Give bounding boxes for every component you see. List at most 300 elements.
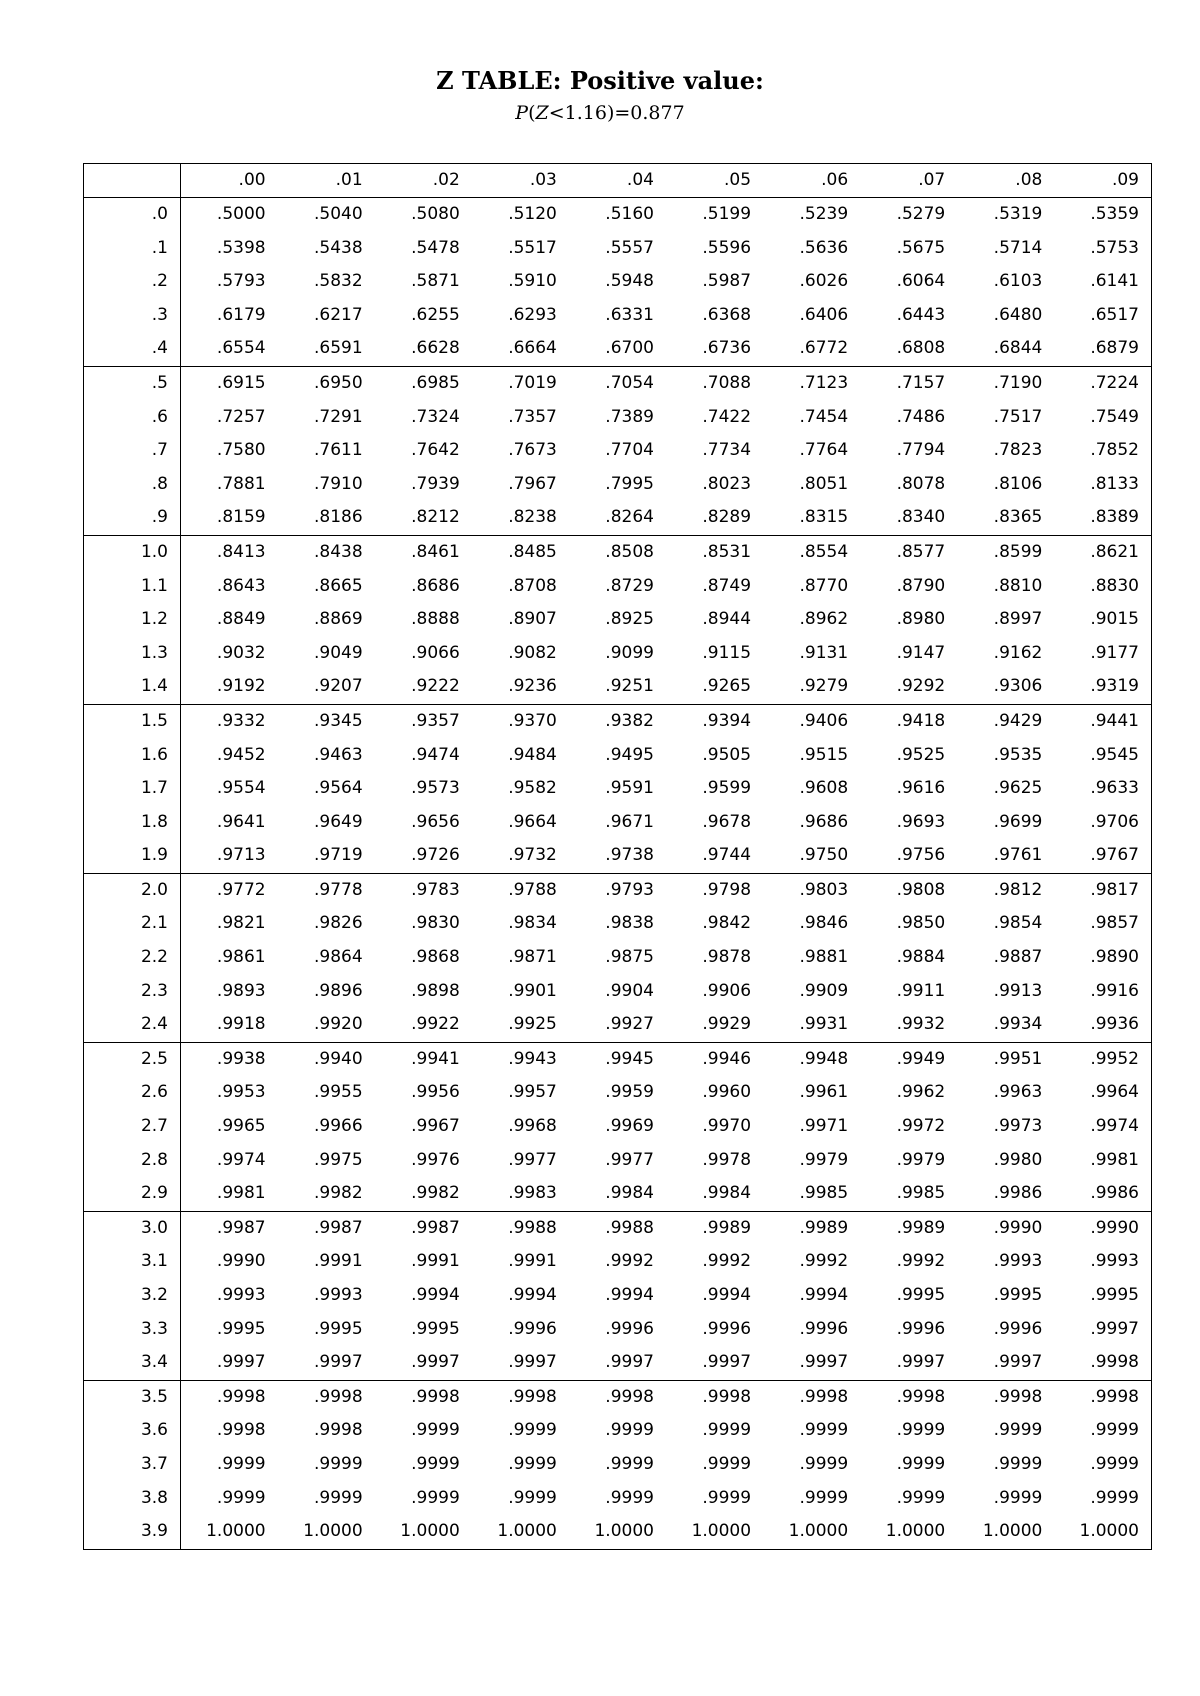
probability-cell: .9998 <box>314 1420 363 1441</box>
probability-cell: .9783 <box>411 879 460 900</box>
column-header: .05 <box>666 164 763 198</box>
page-title: Z TABLE: Positive value: <box>436 66 764 95</box>
probability-cell: .9898 <box>411 980 460 1001</box>
probability-cell: .7389 <box>605 406 654 427</box>
probability-cell: .6480 <box>993 304 1043 325</box>
probability-cell: .9834 <box>508 913 557 934</box>
probability-cell: .9788 <box>508 879 557 900</box>
column-header: .04 <box>569 164 666 198</box>
table-row <box>84 366 1152 400</box>
probability-cell: .9970 <box>702 1116 752 1137</box>
probability-cell: .9948 <box>799 1048 849 1069</box>
probability-cell: .8790 <box>896 575 946 596</box>
probability-cell: .9591 <box>605 778 654 799</box>
probability-cell: .8577 <box>896 541 946 562</box>
probability-cell: .9999 <box>411 1453 460 1474</box>
probability-cell: .9955 <box>314 1082 363 1103</box>
probability-cell: .6736 <box>666 332 763 366</box>
probability-cell: .9864 <box>314 947 363 968</box>
probability-cell: .5000 <box>216 204 266 224</box>
probability-cell: .5871 <box>411 271 460 292</box>
probability-cell: .9987 <box>216 1217 266 1238</box>
probability-cell: .5596 <box>702 237 752 258</box>
probability-cell: .8023 <box>702 473 752 494</box>
probability-cell: .9998 <box>605 1386 654 1407</box>
probability-cell: .9995 <box>993 1285 1043 1305</box>
probability-cell: .8599 <box>993 541 1043 562</box>
probability-cell: .9292 <box>860 670 957 704</box>
z-value-cell: .1 <box>84 232 181 266</box>
probability-cell: .9441 <box>1090 710 1139 731</box>
probability-cell: .9997 <box>666 1346 763 1380</box>
probability-cell: .8461 <box>411 541 460 562</box>
z-value-cell: 3.1 <box>84 1245 181 1279</box>
probability-cell: .7852 <box>1090 440 1139 461</box>
probability-cell: .8907 <box>508 609 557 630</box>
probability-cell: .6808 <box>860 332 957 366</box>
probability-cell: .9656 <box>411 811 460 832</box>
z-value-cell: 1.5 <box>84 704 181 738</box>
probability-cell: .5636 <box>799 237 849 258</box>
probability-cell: .8849 <box>216 609 266 630</box>
probability-cell: .6179 <box>216 304 266 325</box>
probability-cell: .9484 <box>508 744 557 765</box>
probability-cell: .7324 <box>411 406 460 427</box>
probability-cell: .9993 <box>216 1285 266 1305</box>
z-value-cell: 1.9 <box>84 839 181 873</box>
probability-cell: .9826 <box>314 913 363 934</box>
probability-cell: .9370 <box>508 710 557 731</box>
probability-cell: .9986 <box>1054 1177 1151 1211</box>
probability-cell: .8264 <box>569 501 666 535</box>
probability-cell: .8869 <box>314 609 363 630</box>
probability-cell: .9990 <box>216 1251 266 1272</box>
probability-cell: .9998 <box>896 1386 946 1407</box>
probability-cell: .9767 <box>1054 839 1151 873</box>
z-value-cell: 3.4 <box>84 1346 181 1380</box>
probability-cell: .9713 <box>181 839 278 873</box>
probability-cell: .8051 <box>799 473 849 494</box>
z-value-cell: 1.0 <box>84 535 181 569</box>
probability-cell: .6591 <box>278 332 375 366</box>
probability-cell: .6217 <box>314 304 363 325</box>
probability-cell: .9906 <box>702 980 752 1001</box>
probability-cell: .9927 <box>569 1008 666 1042</box>
probability-cell: .9049 <box>314 642 363 663</box>
corner-cell <box>84 164 181 198</box>
probability-cell: .5160 <box>605 204 654 224</box>
table-row <box>84 941 1152 975</box>
formula-result: =0.877 <box>614 102 685 124</box>
probability-cell: .7422 <box>702 406 752 427</box>
probability-cell: .9945 <box>605 1048 654 1069</box>
probability-cell: .9966 <box>314 1116 363 1137</box>
z-value-cell: 3.0 <box>84 1211 181 1245</box>
probability-cell: .9177 <box>1090 642 1139 663</box>
probability-cell: .9999 <box>702 1420 752 1441</box>
table-row <box>84 434 1152 468</box>
probability-cell: .5910 <box>508 271 557 292</box>
probability-cell: .9686 <box>799 811 849 832</box>
probability-cell: .9830 <box>411 913 460 934</box>
probability-cell: .9015 <box>1090 609 1139 630</box>
probability-cell: .8944 <box>702 609 752 630</box>
probability-cell: .9495 <box>605 744 654 765</box>
z-value-cell: 2.0 <box>84 873 181 907</box>
probability-cell: .6554 <box>181 332 278 366</box>
probability-cell: .9545 <box>1090 744 1139 765</box>
probability-cell: 1.0000 <box>400 1521 460 1542</box>
probability-cell: .9946 <box>702 1048 752 1069</box>
probability-cell: .5239 <box>799 204 849 224</box>
probability-cell: .9996 <box>993 1318 1043 1339</box>
probability-cell: .5557 <box>605 237 654 258</box>
probability-cell: 1.0000 <box>788 1521 849 1542</box>
probability-formula <box>0 100 1200 126</box>
probability-cell: .9756 <box>860 839 957 873</box>
probability-cell: .6103 <box>993 271 1043 292</box>
probability-cell: .9997 <box>569 1346 666 1380</box>
probability-cell: .8729 <box>605 575 654 596</box>
probability-cell: .8508 <box>605 541 654 562</box>
probability-cell: .9817 <box>1090 879 1139 900</box>
probability-cell: .9992 <box>799 1251 849 1272</box>
probability-cell: .9994 <box>702 1285 752 1305</box>
probability-cell: .9875 <box>605 947 654 968</box>
probability-cell: .9772 <box>216 879 266 900</box>
probability-cell: .9999 <box>605 1487 654 1508</box>
probability-cell: .8810 <box>993 575 1043 596</box>
probability-cell: .9738 <box>569 839 666 873</box>
probability-cell: .7123 <box>799 372 849 393</box>
probability-cell: .9989 <box>896 1217 946 1238</box>
probability-cell: .9988 <box>508 1217 557 1238</box>
probability-cell: .9929 <box>666 1008 763 1042</box>
probability-cell: .9999 <box>314 1487 363 1508</box>
table-row <box>84 501 1152 535</box>
probability-cell: .7190 <box>993 372 1043 393</box>
probability-cell: .9306 <box>957 670 1054 704</box>
table-row <box>84 1076 1152 1110</box>
z-value-cell: 3.3 <box>84 1313 181 1347</box>
probability-cell: .7794 <box>896 440 946 461</box>
probability-cell: .8749 <box>702 575 752 596</box>
probability-cell: .7764 <box>799 440 849 461</box>
probability-cell: .8925 <box>605 609 654 630</box>
probability-cell: .9995 <box>314 1318 363 1339</box>
probability-cell: .7257 <box>216 406 266 427</box>
probability-cell: .9922 <box>375 1008 472 1042</box>
probability-cell: .9956 <box>411 1082 460 1103</box>
probability-cell: .9394 <box>702 710 752 731</box>
probability-cell: .7967 <box>508 473 557 494</box>
probability-cell: .9554 <box>216 778 266 799</box>
probability-cell: .8413 <box>216 541 266 562</box>
probability-cell: .9999 <box>993 1487 1043 1508</box>
probability-cell: .7157 <box>896 372 946 393</box>
table-row <box>84 1482 1152 1516</box>
probability-cell: .9345 <box>314 710 363 731</box>
z-value-cell: 2.9 <box>84 1177 181 1211</box>
probability-cell: .7823 <box>993 440 1043 461</box>
probability-cell: .9998 <box>508 1386 557 1407</box>
probability-cell: .8365 <box>957 501 1054 535</box>
header-row <box>84 164 1152 198</box>
probability-cell: .9957 <box>508 1082 557 1103</box>
probability-cell: .9878 <box>702 947 752 968</box>
probability-cell: .9996 <box>508 1318 557 1339</box>
z-value-cell: 1.3 <box>84 637 181 671</box>
z-table-body <box>84 198 1152 1550</box>
probability-cell: .9999 <box>1090 1487 1139 1508</box>
probability-cell: .8289 <box>666 501 763 535</box>
probability-cell: .9990 <box>993 1217 1043 1238</box>
probability-cell: .9993 <box>1090 1251 1139 1272</box>
probability-cell: .7054 <box>605 372 654 393</box>
probability-cell: .9911 <box>896 980 946 1001</box>
probability-cell: .9357 <box>411 710 460 731</box>
probability-cell: .8238 <box>472 501 569 535</box>
table-row <box>84 1211 1152 1245</box>
table-row <box>84 670 1152 704</box>
probability-cell: .9953 <box>216 1082 266 1103</box>
z-value-cell: .0 <box>84 198 181 232</box>
probability-cell: .5438 <box>314 237 363 258</box>
probability-cell: .9999 <box>508 1420 557 1441</box>
table-row <box>84 1380 1152 1414</box>
probability-cell: .8621 <box>1090 541 1139 562</box>
probability-cell: .9997 <box>181 1346 278 1380</box>
probability-cell: .5832 <box>314 271 363 292</box>
probability-cell: .9131 <box>799 642 849 663</box>
probability-cell: 1.0000 <box>206 1521 266 1542</box>
probability-cell: .9998 <box>702 1386 752 1407</box>
z-value-cell: .8 <box>84 468 181 502</box>
probability-cell: .7019 <box>508 372 557 393</box>
probability-cell: .9981 <box>1090 1149 1139 1170</box>
probability-cell: .9082 <box>508 642 557 663</box>
probability-cell: .9977 <box>508 1149 557 1170</box>
probability-cell: .7580 <box>216 440 266 461</box>
probability-cell: .8389 <box>1054 501 1151 535</box>
probability-cell: .8159 <box>181 501 278 535</box>
probability-cell: .6026 <box>799 271 849 292</box>
probability-cell: .5279 <box>896 204 946 224</box>
probability-cell: .9984 <box>569 1177 666 1211</box>
probability-cell: .6406 <box>799 304 849 325</box>
probability-cell: .8133 <box>1090 473 1139 494</box>
probability-cell: .9564 <box>314 778 363 799</box>
column-header: .09 <box>1054 164 1151 198</box>
z-value-cell: 3.7 <box>84 1448 181 1482</box>
probability-cell: .8830 <box>1090 575 1139 596</box>
probability-cell: .5040 <box>314 204 363 224</box>
probability-cell: .5359 <box>1090 204 1139 224</box>
probability-cell: .9884 <box>896 947 946 968</box>
probability-cell: .9962 <box>896 1082 946 1103</box>
probability-cell: .9319 <box>1054 670 1151 704</box>
probability-cell: .9649 <box>314 811 363 832</box>
probability-cell: .9115 <box>702 642 752 663</box>
z-value-cell: 3.2 <box>84 1279 181 1313</box>
table-row <box>84 401 1152 435</box>
table-row <box>84 1177 1152 1211</box>
table-row <box>84 1515 1152 1549</box>
probability-cell: .9099 <box>605 642 654 663</box>
table-row <box>84 1346 1152 1380</box>
probability-cell: .9999 <box>314 1453 363 1474</box>
column-header: .08 <box>957 164 1054 198</box>
probability-cell: .9973 <box>993 1116 1043 1137</box>
formula-prefix: P <box>515 102 529 124</box>
probability-cell: .9965 <box>216 1116 266 1137</box>
column-header: .00 <box>181 164 278 198</box>
probability-cell: .9990 <box>1090 1217 1139 1238</box>
probability-cell: .9964 <box>1090 1082 1139 1103</box>
table-row <box>84 1279 1152 1313</box>
probability-cell: .9998 <box>216 1420 266 1441</box>
z-value-cell: 1.1 <box>84 570 181 604</box>
probability-cell: .8106 <box>993 473 1043 494</box>
probability-cell: .9999 <box>702 1453 752 1474</box>
probability-cell: 1.0000 <box>303 1521 363 1542</box>
probability-cell: .6664 <box>472 332 569 366</box>
z-value-cell: 1.7 <box>84 772 181 806</box>
probability-cell: .7454 <box>799 406 849 427</box>
probability-cell: .9207 <box>278 670 375 704</box>
probability-cell: .9979 <box>896 1149 946 1170</box>
probability-cell: .9625 <box>993 778 1043 799</box>
z-value-cell: 2.7 <box>84 1110 181 1144</box>
probability-cell: .9998 <box>314 1386 363 1407</box>
probability-cell: .6255 <box>411 304 460 325</box>
probability-cell: .9998 <box>216 1386 266 1407</box>
table-row <box>84 1245 1152 1279</box>
probability-cell: .9989 <box>799 1217 849 1238</box>
probability-cell: .9999 <box>1090 1420 1139 1441</box>
probability-cell: .9985 <box>860 1177 957 1211</box>
probability-cell: .9332 <box>216 710 266 731</box>
probability-cell: .8665 <box>314 575 363 596</box>
probability-cell: .9995 <box>1090 1285 1139 1305</box>
probability-cell: .9997 <box>375 1346 472 1380</box>
z-value-cell: 3.5 <box>84 1380 181 1414</box>
probability-cell: 1.0000 <box>885 1521 946 1542</box>
probability-cell: .9999 <box>993 1453 1043 1474</box>
probability-cell: .9732 <box>472 839 569 873</box>
table-row <box>84 873 1152 907</box>
table-row <box>84 975 1152 1009</box>
probability-cell: .9678 <box>702 811 752 832</box>
probability-cell: .9982 <box>375 1177 472 1211</box>
probability-cell: .9279 <box>763 670 860 704</box>
probability-cell: .5478 <box>411 237 460 258</box>
probability-cell: .9943 <box>508 1048 557 1069</box>
probability-cell: .9999 <box>1090 1453 1139 1474</box>
probability-cell: .9236 <box>472 670 569 704</box>
probability-cell: .9925 <box>472 1008 569 1042</box>
probability-cell: .9896 <box>314 980 363 1001</box>
probability-cell: .9991 <box>411 1251 460 1272</box>
z-value-cell: .3 <box>84 299 181 333</box>
probability-cell: .9999 <box>896 1453 946 1474</box>
z-value-cell: .6 <box>84 401 181 435</box>
probability-cell: .9959 <box>605 1082 654 1103</box>
probability-cell: .8078 <box>896 473 946 494</box>
probability-cell: .9978 <box>702 1149 752 1170</box>
probability-cell: .9515 <box>799 744 849 765</box>
z-value-cell: .4 <box>84 332 181 366</box>
table-row <box>84 332 1152 366</box>
probability-cell: .9793 <box>605 879 654 900</box>
probability-cell: .9616 <box>896 778 946 799</box>
probability-cell: .9838 <box>605 913 654 934</box>
probability-cell: .9998 <box>411 1386 460 1407</box>
z-value-cell: 2.1 <box>84 907 181 941</box>
z-value-cell: 2.3 <box>84 975 181 1009</box>
probability-cell: .9850 <box>896 913 946 934</box>
probability-cell: .9972 <box>896 1116 946 1137</box>
probability-cell: 1.0000 <box>1079 1521 1139 1542</box>
probability-cell: .9999 <box>605 1453 654 1474</box>
probability-cell: .8997 <box>993 609 1043 630</box>
probability-cell: .9909 <box>799 980 849 1001</box>
probability-cell: .9887 <box>993 947 1043 968</box>
probability-cell: .9994 <box>508 1285 557 1305</box>
table-row <box>84 535 1152 569</box>
z-value-cell: 1.2 <box>84 603 181 637</box>
probability-cell: .9726 <box>375 839 472 873</box>
probability-cell: .9961 <box>799 1082 849 1103</box>
table-row <box>84 1448 1152 1482</box>
table-row <box>84 839 1152 873</box>
table-row <box>84 1144 1152 1178</box>
probability-cell: .6517 <box>1090 304 1139 325</box>
probability-cell: .9994 <box>799 1285 849 1305</box>
probability-cell: .9633 <box>1090 778 1139 799</box>
probability-cell: .9994 <box>605 1285 654 1305</box>
probability-cell: .5080 <box>411 204 460 224</box>
formula-close-paren: ) <box>606 102 615 124</box>
probability-cell: .9998 <box>799 1386 849 1407</box>
probability-cell: .7088 <box>702 372 752 393</box>
probability-cell: .7486 <box>896 406 946 427</box>
probability-cell: .8212 <box>375 501 472 535</box>
probability-cell: .9993 <box>993 1251 1043 1272</box>
probability-cell: .6293 <box>508 304 557 325</box>
probability-cell: .9999 <box>411 1487 460 1508</box>
table-row <box>84 637 1152 671</box>
z-value-cell: 3.9 <box>84 1515 181 1549</box>
z-value-cell: .5 <box>84 366 181 400</box>
column-header: .03 <box>472 164 569 198</box>
table-row <box>84 1414 1152 1448</box>
probability-cell: .5675 <box>896 237 946 258</box>
table-row <box>84 468 1152 502</box>
table-row <box>84 739 1152 773</box>
probability-cell: .9382 <box>605 710 654 731</box>
probability-cell: .6700 <box>569 332 666 366</box>
probability-cell: .5398 <box>216 237 266 258</box>
probability-cell: .9997 <box>278 1346 375 1380</box>
probability-cell: .6368 <box>702 304 752 325</box>
probability-cell: .9778 <box>314 879 363 900</box>
column-header: .02 <box>375 164 472 198</box>
probability-cell: .9582 <box>508 778 557 799</box>
probability-cell: .9940 <box>314 1048 363 1069</box>
probability-cell: .9997 <box>472 1346 569 1380</box>
probability-cell: .5199 <box>702 204 752 224</box>
